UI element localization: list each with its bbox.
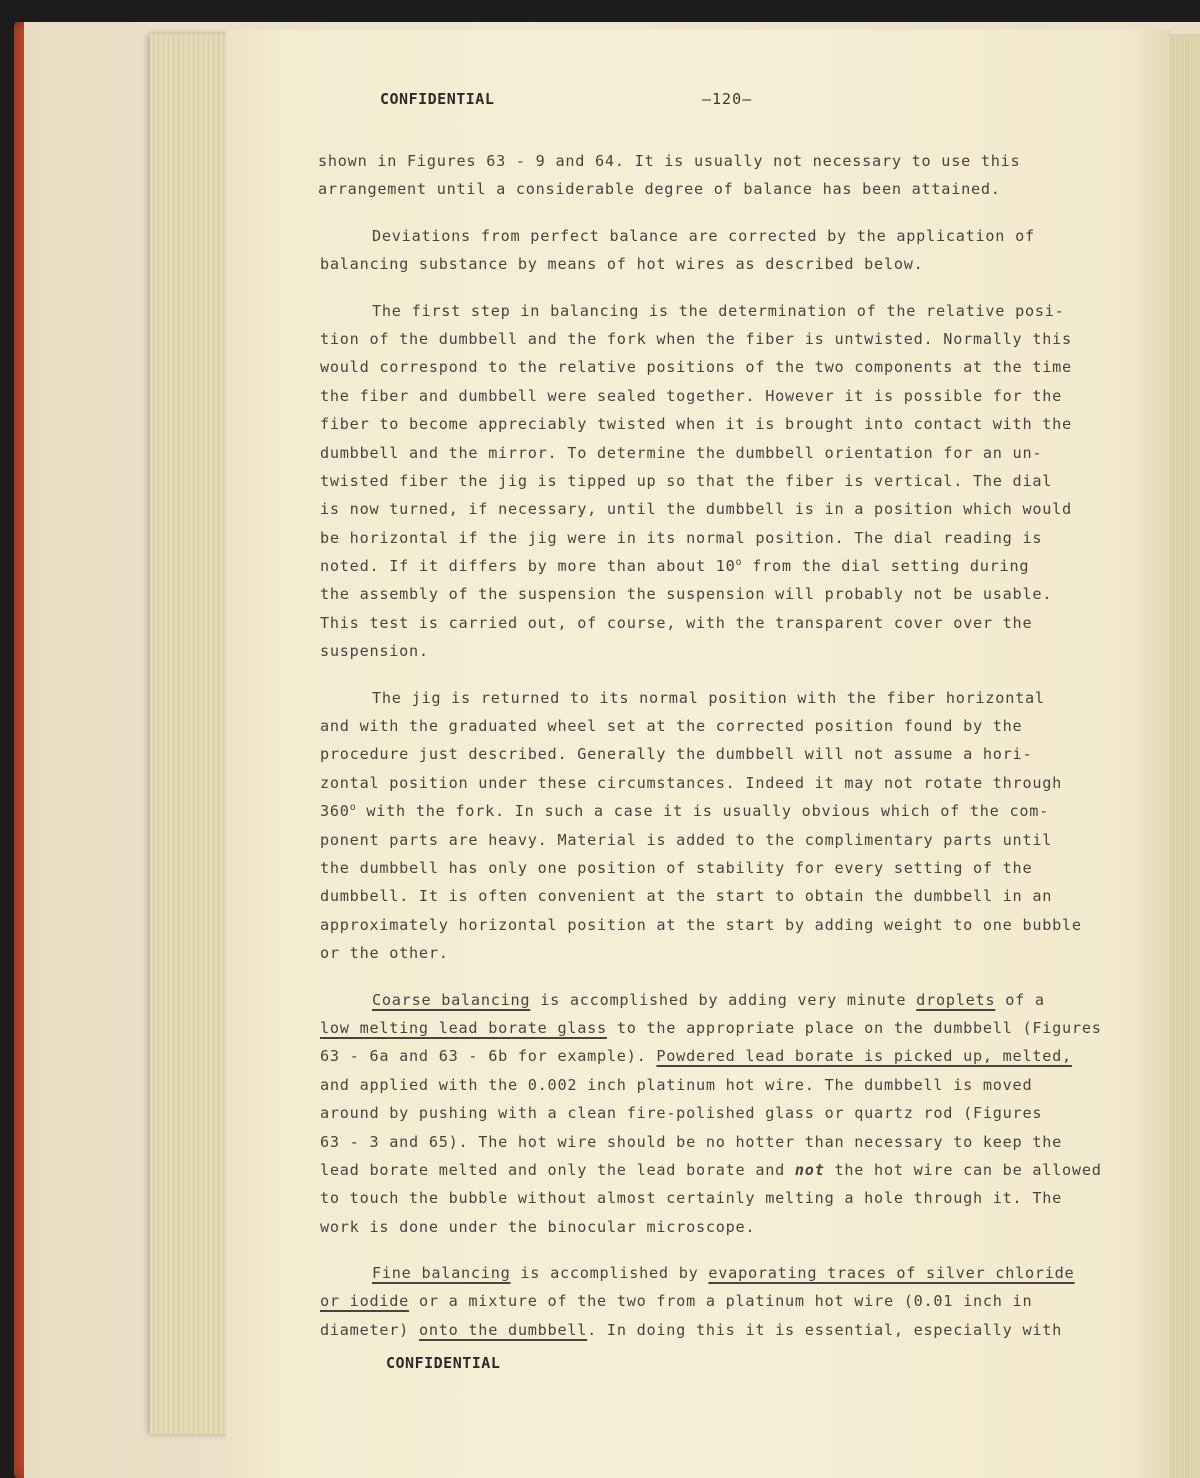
text-line: twisted fiber the jig is tipped up so that the fiber is vertical. The dial — [320, 471, 1053, 490]
text-line: ponent parts are heavy. Material is added to the complimentary parts until — [320, 830, 1053, 849]
underlined-term: Powdered lead borate is picked up, melted, — [656, 1047, 1072, 1066]
header-confidential-stamp: CONFIDENTIAL — [380, 90, 495, 108]
text-line: The jig is returned to its normal position with the fiber horizontal — [372, 688, 1045, 707]
page-body — [320, 147, 1155, 1344]
page-stack-right-edge — [1168, 34, 1200, 1478]
text-line: Deviations from perfect balance are corrected by the application of — [372, 226, 1035, 245]
text-line: and with the graduated wheel set at the corrected position found by the — [320, 717, 1023, 736]
paragraph — [320, 684, 1155, 968]
underlined-term: droplets — [916, 990, 996, 1009]
text-line: dumbbell and the mirror. To determine the dumbbell orientation for an un- — [320, 443, 1043, 462]
text-span: the hot wire can be allowed — [824, 1160, 1102, 1179]
page-number: —120— — [702, 90, 753, 108]
text-line: arrangement until a considerable degree of balance has been attained. — [318, 180, 1001, 199]
text-line: would correspond to the relative positions of the two components at the time — [320, 358, 1072, 377]
text-span: from the dial setting during — [742, 557, 1030, 576]
text-span: to the appropriate place on the dumbbell (Figures — [606, 1018, 1102, 1037]
paragraph — [320, 986, 1155, 1242]
text-line: dumbbell. It is often convenient at the start to obtain the dumbbell in an — [320, 887, 1053, 906]
text-line: the fiber and dumbbell were sealed together. However it is possible for the — [320, 386, 1063, 405]
underlined-term: Coarse balancing — [372, 990, 531, 1009]
text-line: is now turned, if necessary, until the dumbbell is in a position which would — [320, 500, 1072, 519]
text-span: 63 - 6a and 63 - 6b for example). — [320, 1047, 657, 1066]
text-span: with the fork. In such a case it is usually obvious which of the com- — [356, 802, 1050, 821]
degree-superscript: o — [735, 557, 743, 569]
text-line: tion of the dumbbell and the fork when the fiber is untwisted. Normally this — [320, 329, 1072, 348]
text-line: the dumbbell has only one position of stability for every setting of the — [320, 858, 1033, 877]
text-line: shown in Figures 63 - 9 and 64. It is usually not necessary to use this — [318, 152, 1021, 170]
text-span: lead borate melted and only the lead borate and — [320, 1160, 795, 1179]
text-line: approximately horizontal position at the start by adding weight to one bubble — [320, 915, 1082, 934]
emphasized-word: not — [794, 1160, 825, 1179]
text-line — [320, 552, 1155, 580]
text-line — [320, 1156, 1155, 1184]
underlined-term: onto the dumbbell — [418, 1320, 588, 1339]
text-line — [320, 1316, 1155, 1344]
text-line: The first step in balancing is the determination of the relative posi- — [372, 301, 1065, 320]
paragraph — [320, 1259, 1155, 1344]
paragraph — [320, 222, 1155, 279]
text-line: or the other. — [320, 944, 449, 963]
underlined-term: or iodide — [320, 1292, 410, 1311]
text-span: diameter) — [320, 1320, 419, 1339]
text-line: be horizontal if the jig were in its normal position. The dial reading is — [320, 528, 1043, 547]
text-line — [320, 797, 1155, 825]
text-line: This test is carried out, of course, with the transparent cover over the — [320, 613, 1033, 632]
text-span: . In doing this it is essential, especially with — [587, 1320, 1063, 1339]
text-span: is accomplished by — [510, 1264, 709, 1283]
text-line: and applied with the 0.002 inch platinum hot wire. The dumbbell is moved — [320, 1075, 1033, 1094]
text-line: zontal position under these circumstances. Indeed it may not rotate through — [320, 773, 1063, 792]
underlined-term: Fine balancing — [372, 1264, 511, 1283]
text-span: of a — [995, 990, 1045, 1009]
text-line — [320, 1042, 1155, 1070]
text-line — [320, 1014, 1155, 1042]
text-span: 360 — [320, 802, 350, 821]
text-line: around by pushing with a clean fire-polished glass or quartz rod (Figures — [320, 1104, 1043, 1123]
text-span: or a mixture of the two from a platinum hot wire (0.01 inch in — [409, 1292, 1033, 1311]
text-line: procedure just described. Generally the dumbbell will not assume a hori- — [320, 745, 1033, 764]
text-line: balancing substance by means of hot wires as described below. — [320, 255, 924, 274]
underlined-term: evaporating traces of silver chloride — [708, 1264, 1075, 1283]
paragraph — [320, 147, 1155, 204]
degree-superscript: o — [349, 802, 357, 814]
underlined-term: low melting lead borate glass — [320, 1018, 607, 1037]
text-line: work is done under the binocular microscope. — [320, 1217, 756, 1236]
text-line — [320, 1287, 1155, 1315]
text-span: noted. If it differs by more than about 10 — [320, 557, 736, 576]
paragraph — [320, 297, 1155, 666]
text-line — [320, 1259, 1155, 1287]
text-line: the assembly of the suspension the suspension will probably not be usable. — [320, 585, 1053, 604]
text-line: suspension. — [320, 642, 429, 661]
text-span: is accomplished by adding very minute — [530, 990, 917, 1009]
text-line: to touch the bubble without almost certainly melting a hole through it. The — [320, 1189, 1063, 1208]
footer-confidential-stamp: CONFIDENTIAL — [386, 1354, 501, 1372]
text-line: 63 - 3 and 65). The hot wire should be no hotter than necessary to keep the — [320, 1132, 1063, 1151]
text-line: fiber to become appreciably twisted when it is brought into contact with the — [320, 415, 1072, 434]
text-line — [320, 986, 1155, 1014]
book-page — [226, 30, 1170, 1478]
